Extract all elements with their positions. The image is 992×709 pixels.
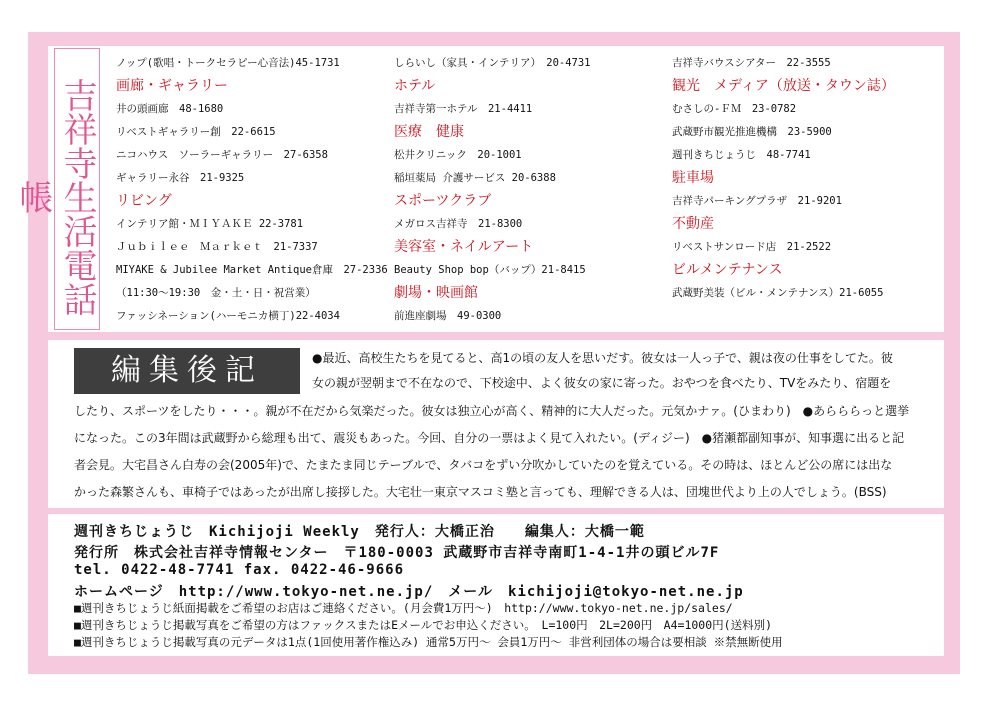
- notice-line: ■週刊きちじょうじ掲載写真をご希望の方はファックスまたはEメールでお申込ください。 L=100円 2L=200円 A4=1000円(送料別): [74, 618, 772, 632]
- directory-entry: Beauty Shop bop（バップ）21-8415: [394, 264, 586, 276]
- directory-entry: 吉祥寺パーキングプラザ 21-9201: [672, 195, 842, 207]
- category-heading: 美容室・ネイルアート: [394, 239, 534, 255]
- directory-entry: ノップ(歌唱・トークセラピー心音法)45-1731: [116, 57, 340, 69]
- directory-entry: 井の頭画廊 48-1680: [116, 103, 224, 115]
- category-heading: 駐車場: [672, 170, 714, 186]
- directory-entry: ギャラリー永谷 21-9325: [116, 172, 245, 184]
- directory-title: 吉祥寺生活電話帳: [13, 78, 97, 316]
- web-mail-line: ホームページ http://www.tokyo-net.ne.jp/ メール kichijoji@tokyo-net.ne.jp: [74, 584, 744, 600]
- editor-note-line: になった。この3年間は武蔵野から総理も出て、震災もあった。今回、自分の一票はよく見て入れたい。(ディジー) ●猪瀬都副知事が、知事選に出ると記: [74, 431, 905, 445]
- category-heading: ビルメンテナンス: [672, 262, 783, 278]
- directory-entry: 吉祥寺バウスシアター 22-3555: [672, 57, 831, 69]
- editor-note-heading: 編集後記: [74, 348, 300, 394]
- directory-entry: 武蔵野美装（ビル・メンテナンス）21-6055: [672, 287, 884, 299]
- category-heading: 画廊・ギャラリー: [116, 78, 228, 94]
- directory-entry: 週刊きちじょうじ 48-7741: [672, 149, 811, 161]
- directory-entry: メガロス吉祥寺 21-8300: [394, 218, 523, 230]
- directory-entry: MIYAKE & Jubilee Market Antique倉庫 27-2336: [116, 264, 388, 276]
- directory-entry: 稲垣薬局 介護サービス 20-6388: [394, 172, 556, 184]
- editor-note-line: したり、スポーツをしたり・・・。親が不在だから気楽だった。彼女は独立心が高く、精神的に大人だった。元気かナァ。(ひまわり) ●あらららっと選挙: [74, 404, 910, 418]
- directory-entry: しらいし（家具・インテリア） 20-4731: [394, 57, 591, 69]
- directory-entry: リベストサンロード店 21-2522: [672, 241, 832, 253]
- address-line: 発行所 株式会社吉祥寺情報センター 〒180-0003 武蔵野市吉祥寺南町1-4-1井の頭ビル7F: [74, 545, 720, 561]
- publisher-line: 週刊きちじょうじ Kichijoji Weekly 発行人：大橋正治 編集人：大橋一範: [74, 524, 645, 540]
- directory-column-2: [394, 52, 591, 328]
- editor-note-line: ●最近、高校生たちを見てると、高1の頃の友人を思いだす。彼女は一人っ子で、親は夜の仕事をしてた。彼: [312, 351, 893, 365]
- directory-column-3: [672, 52, 895, 305]
- directory-entry: リベストギャラリー創 22-6615: [116, 126, 276, 138]
- directory-entry: むさしの-ＦＭ 23-0782: [672, 103, 797, 115]
- directory-entry: 吉祥寺第一ホテル 21-4411: [394, 103, 533, 115]
- category-heading: 医療 健康: [394, 124, 464, 140]
- directory-entry: インテリア館・ＭＩＹＡＫＥ 22-3781: [116, 218, 304, 230]
- category-heading: 観光 メディア（放送・タウン誌）: [672, 78, 895, 94]
- directory-entry: 前進座劇場 49-0300: [394, 310, 502, 322]
- category-heading: ホテル: [394, 78, 436, 94]
- directory-entry: 松井クリニック 20-1001: [394, 149, 522, 161]
- editor-note-line: 者会見。大宅昌さん白寿の会(2005年)で、たまたま同じテーブルで、タバコをずい分吹かしていたのを覚えている。その時は、ほとんど公の席には出な: [74, 458, 893, 472]
- editor-note-line: 女の親が翌朝まで不在なので、下校途中、よく彼女の家に寄った。おやつを食べたり、TVをみたり、宿題を: [312, 376, 892, 390]
- directory-column-1: [116, 52, 388, 328]
- directory-entry: 武蔵野市観光推進機構 23-5900: [672, 126, 832, 138]
- directory-entry: ニコハウス ソーラーギャラリー 27-6358: [116, 149, 328, 161]
- directory-title-box: [13, 48, 100, 330]
- category-heading: 劇場・映画館: [394, 285, 478, 301]
- directory-entry: Ｊｕｂｉｌｅｅ Ｍａｒｋｅｔ 21-7337: [116, 241, 318, 253]
- category-heading: リビング: [116, 193, 172, 209]
- notice-line: ■週刊きちじょうじ掲載写真の元データは1点(1回使用著作権込み) 通常5万円～ 会員1万円～ 非営利団体の場合は要相談 ※禁無断使用: [74, 635, 783, 649]
- editor-note-line: かった森繁さんも、車椅子ではあったが出席し接拶した。大宅壮一東京マスコミ塾と言っても、理解できる人は、団塊世代より上の人でしょう。(BSS): [74, 485, 887, 499]
- phone-fax-line: tel. 0422-48-7741 fax. 0422-46-9666: [74, 562, 405, 578]
- directory-entry: （11:30～19:30 金・土・日・祝営業）: [116, 287, 316, 299]
- notice-line: ■週刊きちじょうじ紙面掲載をご希望のお店はご連絡ください。(月会費1万円～) http://www.tokyo-net.ne.jp/sales/: [74, 601, 733, 615]
- category-heading: 不動産: [672, 216, 714, 232]
- category-heading: スポーツクラブ: [394, 193, 492, 209]
- directory-entry: ファッシネーション(ハーモニカ横丁)22-4034: [116, 310, 340, 322]
